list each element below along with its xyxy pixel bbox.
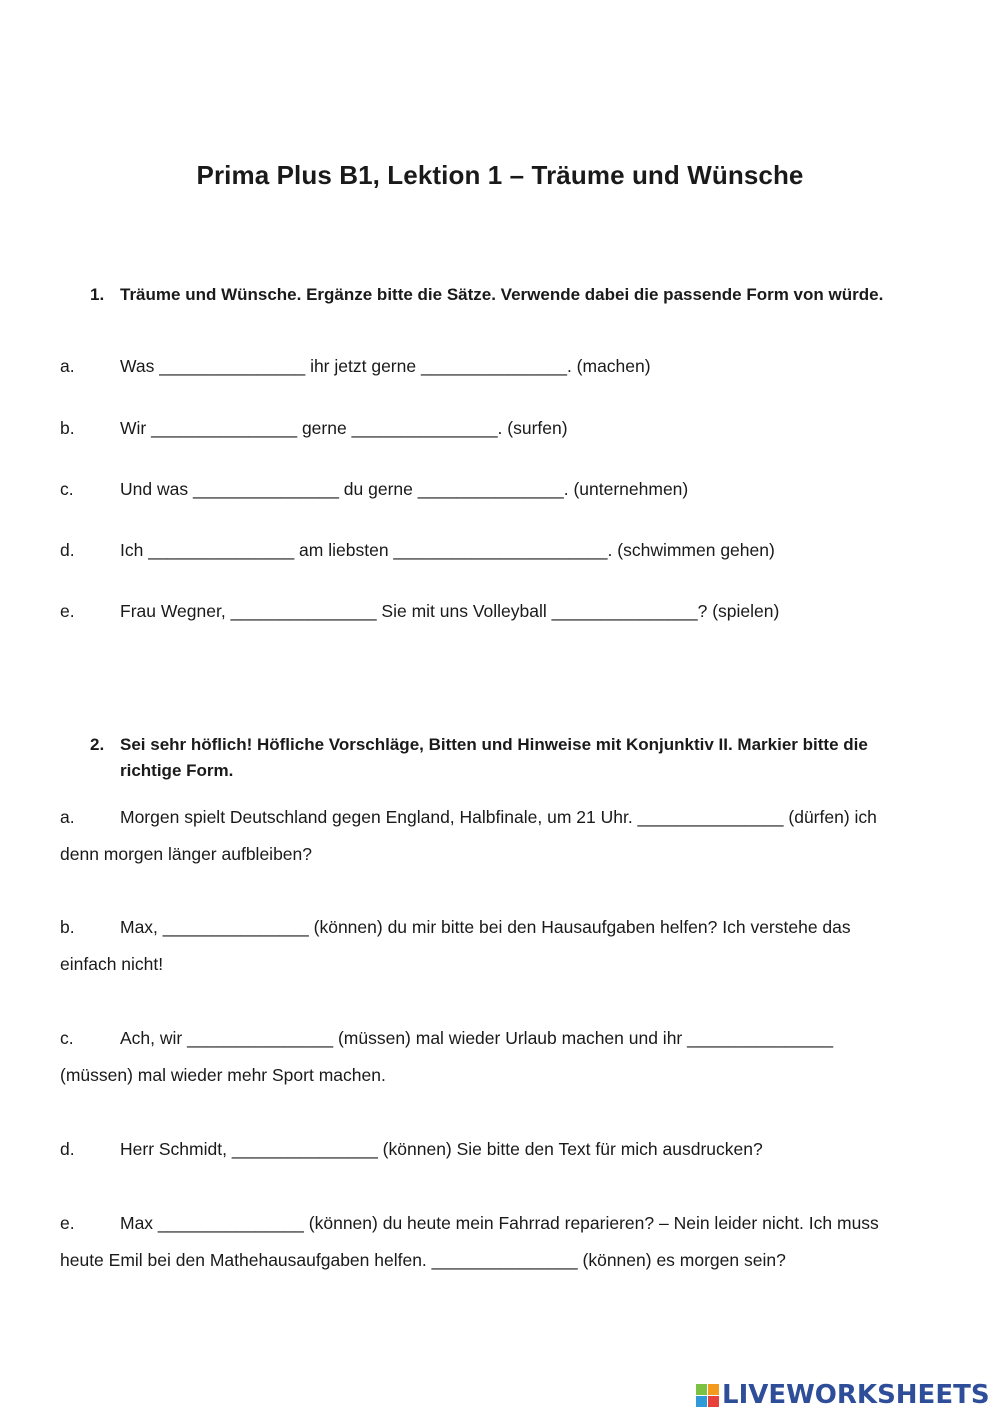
item-letter: c. bbox=[60, 1028, 74, 1048]
item-sentence: Max, _______________ (können) du mir bitte bei den Hausaufgaben helfen? Ich verstehe das bbox=[120, 917, 851, 937]
exercise-2-item-c[interactable] bbox=[60, 1020, 930, 1094]
item-letter: d. bbox=[60, 1139, 75, 1159]
item-letter: d. bbox=[60, 540, 75, 560]
item-letter: a. bbox=[60, 356, 75, 376]
exercise-2-item-d[interactable] bbox=[60, 1131, 930, 1168]
exercise-2-instruction bbox=[90, 732, 920, 784]
item-line-2: heute Emil bei den Mathehausaufgaben helfen. _______________ (können) es morgen sein? bbox=[60, 1250, 786, 1270]
exercise-2-item-e[interactable] bbox=[60, 1205, 930, 1279]
item-line-2: (müssen) mal wieder mehr Sport machen. bbox=[60, 1065, 386, 1085]
item-letter: c. bbox=[60, 479, 74, 499]
exercise-number: 1. bbox=[90, 285, 105, 304]
liveworksheets-logo-text: LIVEWORKSHEETS bbox=[722, 1380, 990, 1410]
item-line-1 bbox=[60, 1020, 930, 1057]
exercise-1-item-a[interactable] bbox=[60, 356, 930, 377]
item-sentence: Herr Schmidt, _______________ (können) Sie bitte den Text für mich ausdrucken? bbox=[120, 1139, 763, 1159]
item-sentence: Frau Wegner, _______________ Sie mit uns Volleyball _______________? (spielen) bbox=[120, 601, 780, 621]
item-sentence: Und was _______________ du gerne _______________. (unternehmen) bbox=[120, 479, 689, 499]
item-line-2: denn morgen länger aufbleiben? bbox=[60, 844, 312, 864]
item-line-2: einfach nicht! bbox=[60, 954, 164, 974]
item-letter: a. bbox=[60, 807, 75, 827]
item-sentence: Max _______________ (können) du heute mein Fahrrad reparieren? – Nein leider nicht. Ich muss bbox=[120, 1213, 879, 1233]
worksheet-title: Prima Plus B1, Lektion 1 – Träume und Wünsche bbox=[196, 160, 804, 190]
exercise-2-item-a[interactable] bbox=[60, 799, 930, 873]
item-letter: e. bbox=[60, 601, 75, 621]
item-sentence: Wir _______________ gerne _______________. (surfen) bbox=[120, 418, 568, 438]
item-line-1 bbox=[60, 1205, 930, 1242]
exercise-1-item-e[interactable] bbox=[60, 601, 930, 622]
instruction-text: Sei sehr höflich! Höfliche Vorschläge, Bitten und Hinweise mit Konjunktiv II. Markier bitte die richtige Form. bbox=[120, 735, 868, 780]
liveworksheets-logo-icon bbox=[696, 1384, 719, 1407]
item-letter: e. bbox=[60, 1213, 75, 1233]
exercise-1-item-d[interactable] bbox=[60, 540, 930, 561]
item-letter: b. bbox=[60, 917, 75, 937]
exercise-1-instruction bbox=[90, 282, 920, 308]
item-line-1 bbox=[60, 1131, 930, 1168]
exercise-number: 2. bbox=[90, 735, 105, 754]
item-line-1 bbox=[60, 909, 930, 946]
item-sentence: Morgen spielt Deutschland gegen England, Halbfinale, um 21 Uhr. _______________ (dürfen) ich bbox=[120, 807, 877, 827]
exercise-1-item-b[interactable] bbox=[60, 418, 930, 439]
exercise-1-item-c[interactable] bbox=[60, 479, 930, 500]
exercise-2-item-b[interactable] bbox=[60, 909, 930, 983]
item-sentence: Ach, wir _______________ (müssen) mal wieder Urlaub machen und ihr _______________ bbox=[120, 1028, 834, 1048]
item-sentence: Was _______________ ihr jetzt gerne _______________. (machen) bbox=[120, 356, 651, 376]
item-sentence: Ich _______________ am liebsten ______________________. (schwimmen gehen) bbox=[120, 540, 775, 560]
item-letter: b. bbox=[60, 418, 75, 438]
item-line-1 bbox=[60, 799, 930, 836]
instruction-text: Träume und Wünsche. Ergänze bitte die Sätze. Verwende dabei die passende Form von würde. bbox=[120, 285, 884, 304]
liveworksheets-logo[interactable] bbox=[696, 1378, 990, 1412]
